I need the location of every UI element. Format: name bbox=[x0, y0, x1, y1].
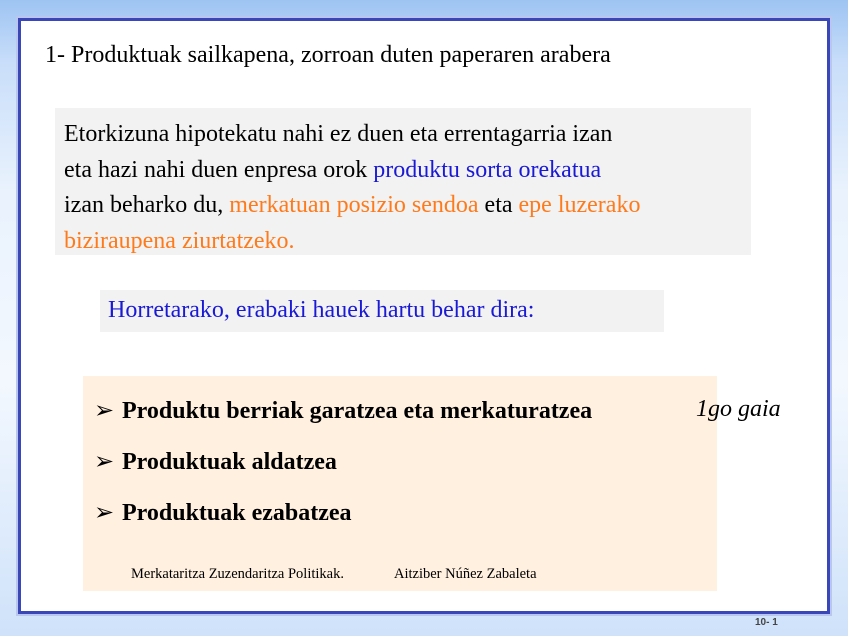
highlight-balanced-range: produktu sorta orekatua bbox=[373, 156, 602, 183]
highlight-market-position: merkatuan posizio sendoa bbox=[229, 192, 479, 218]
highlight-survival: biziraupena ziurtatzeko. bbox=[64, 227, 295, 254]
arrow-bullet-icon: ➢ bbox=[94, 398, 115, 424]
arrow-bullet-icon: ➢ bbox=[94, 500, 115, 526]
bullet-item: ➢ Produktuak ezabatzea bbox=[94, 500, 352, 526]
annotation-topic: 1go gaia bbox=[696, 396, 781, 422]
slide-title: 1- Produktuak sailkapena, zorroan duten paperaren arabera bbox=[45, 42, 611, 68]
decision-text: Horretarako, erabaki hauek hartu behar dira: bbox=[108, 297, 535, 323]
intro-box bbox=[55, 108, 751, 255]
bullet-item: ➢ Produktuak aldatzea bbox=[94, 449, 337, 475]
highlight-long-term: epe luzerako bbox=[518, 192, 641, 218]
intro-line-2: eta hazi nahi duen enpresa orok produktu sorta orekatua bbox=[64, 156, 602, 183]
bullet-item: ➢ Produktu berriak garatzea eta merkaturatzea bbox=[94, 398, 593, 424]
arrow-bullet-icon: ➢ bbox=[94, 449, 115, 475]
footer-course: Merkataritza Zuzendaritza Politikak. bbox=[131, 566, 344, 582]
decision-box bbox=[100, 290, 664, 332]
intro-line-3: izan beharko du, merkatuan posizio sendoa eta epe luzerako bbox=[64, 192, 641, 218]
slide-number: 10- 1 bbox=[755, 617, 778, 628]
intro-line-1: Etorkizuna hipotekatu nahi ez duen eta errentagarria izan bbox=[64, 121, 613, 147]
intro-line-4 bbox=[64, 224, 751, 260]
footer-author: Aitziber Núñez Zabaleta bbox=[394, 566, 537, 582]
